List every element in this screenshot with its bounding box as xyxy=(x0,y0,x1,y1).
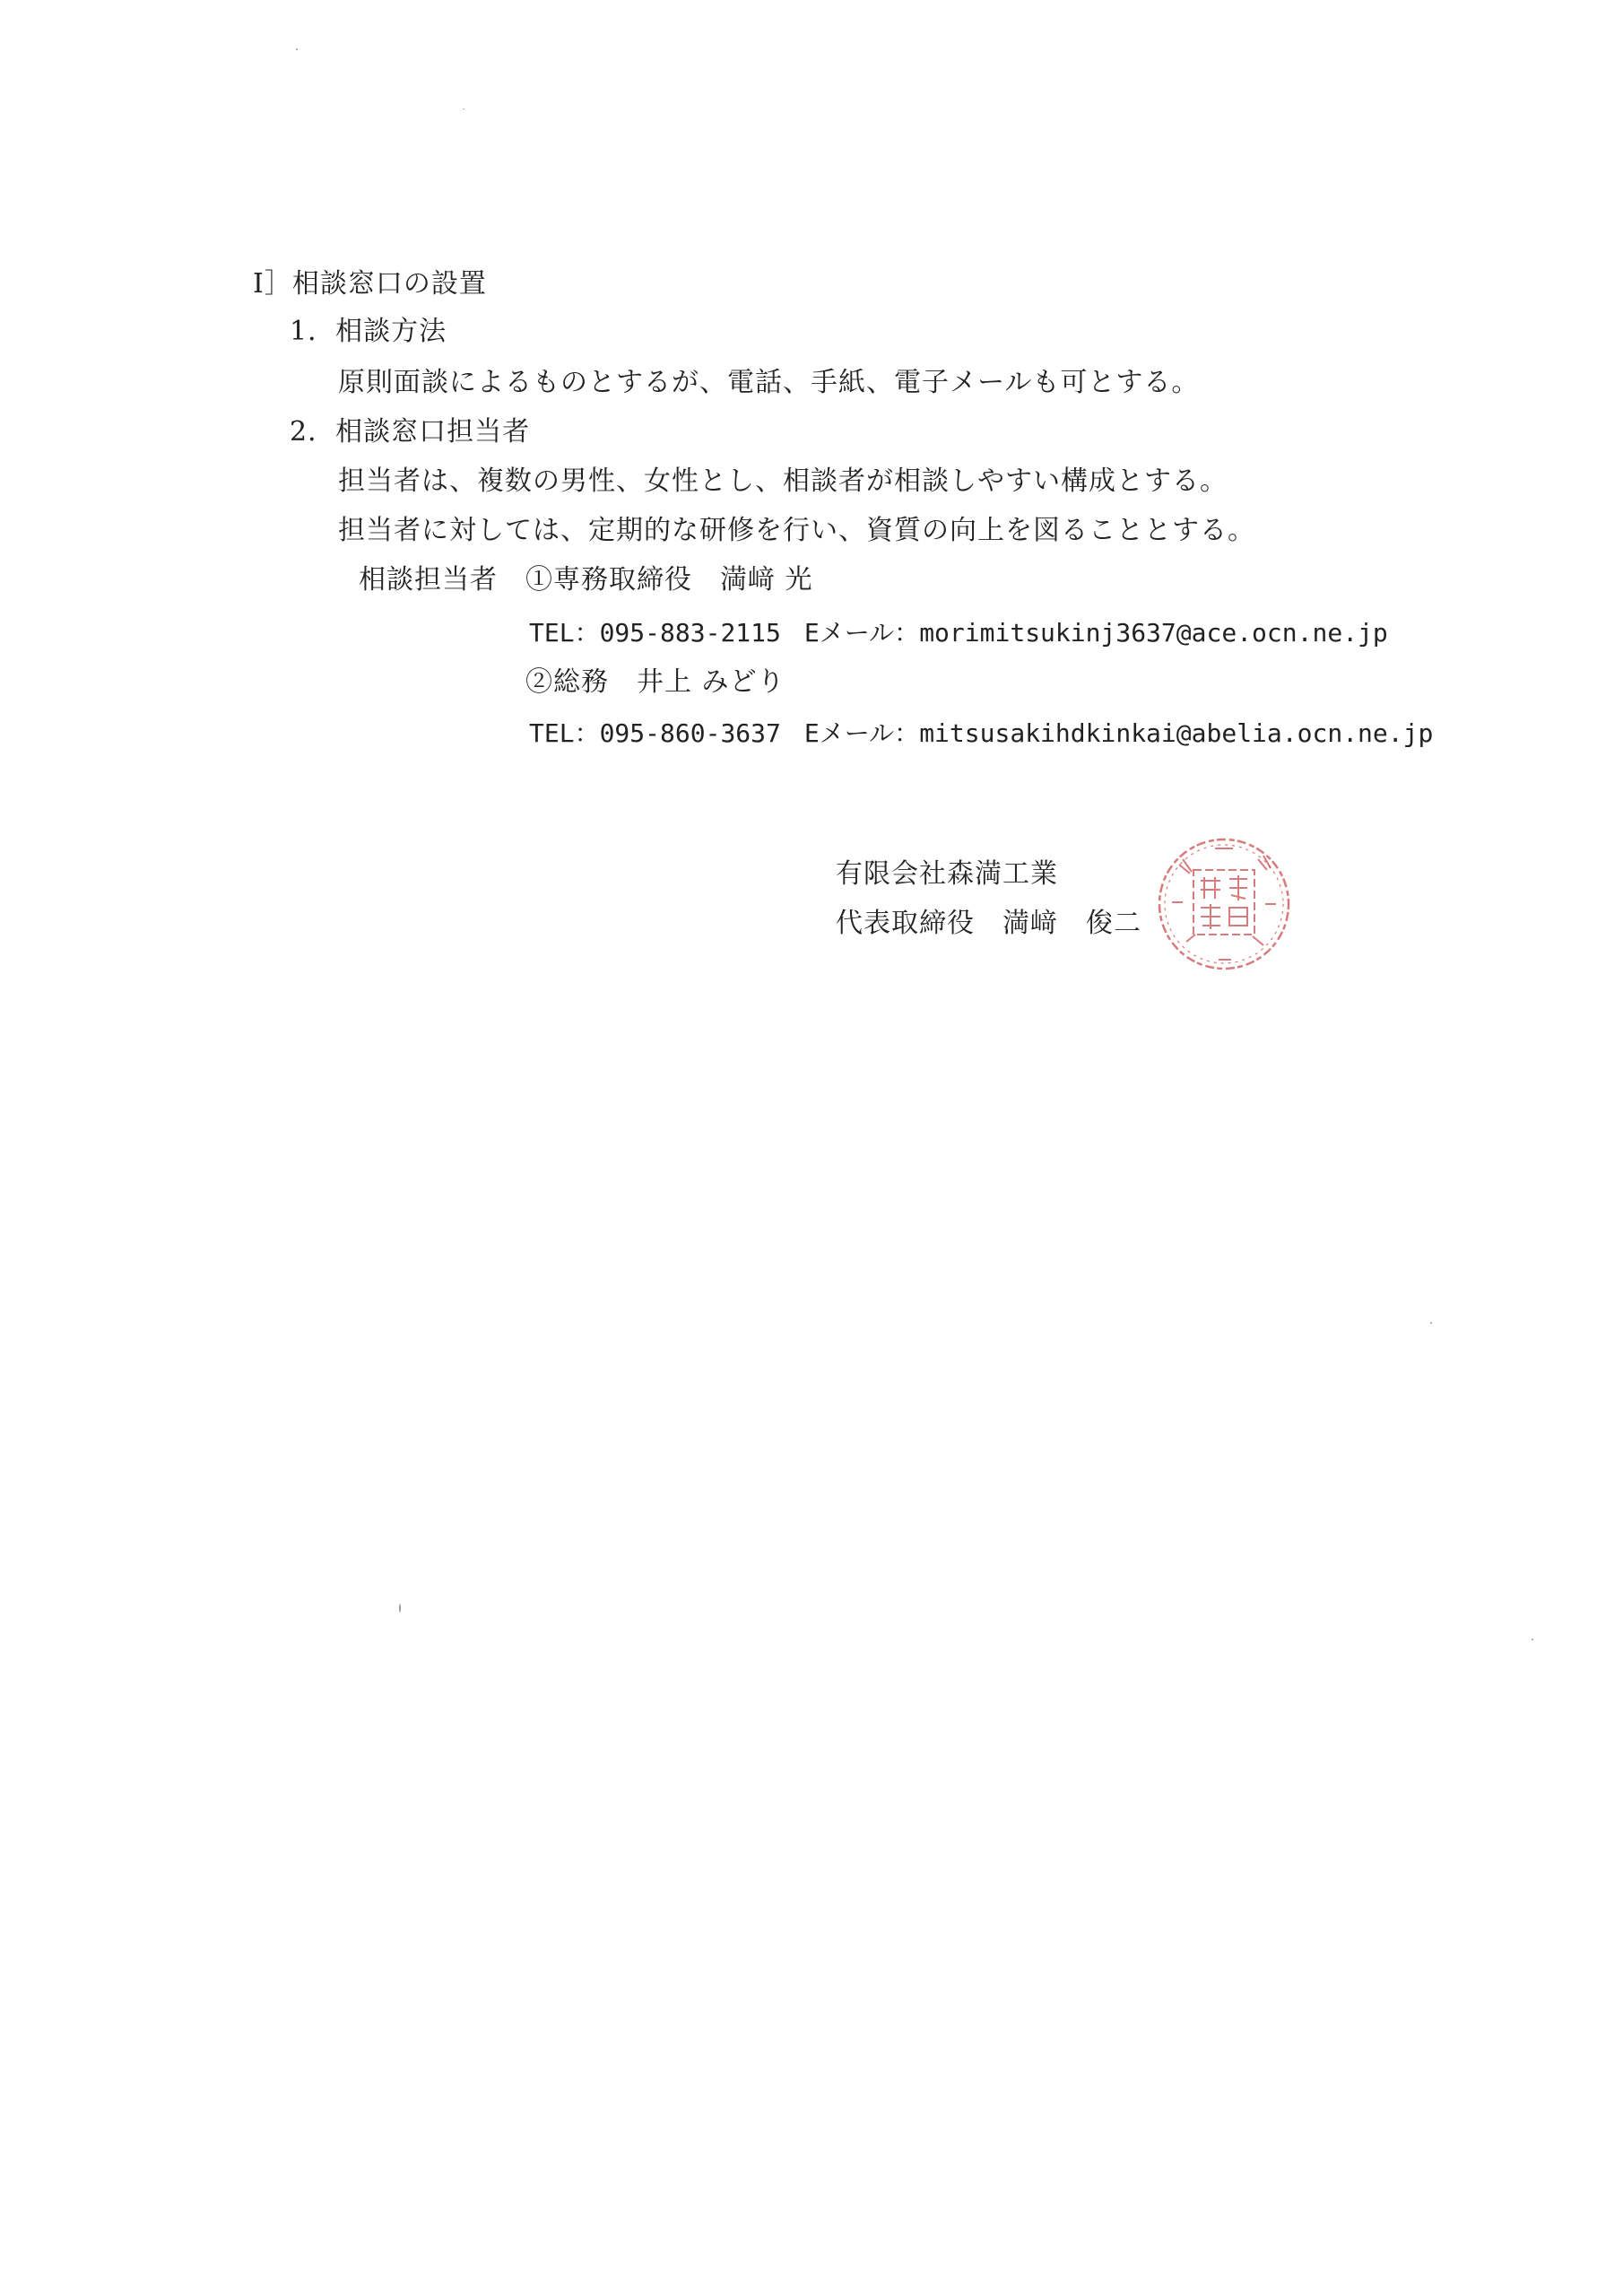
company-name: 有限会社森満工業 xyxy=(836,858,1058,890)
scan-speck xyxy=(1532,1639,1533,1640)
tel-label: TEL： xyxy=(529,718,600,748)
item-number: 1． xyxy=(290,316,336,347)
email-address: morimitsukinj3637@ace.ocn.ne.jp xyxy=(919,618,1388,648)
email-address: mitsusakihdkinkai@abelia.ocn.ne.jp xyxy=(919,718,1434,748)
email-label: Eメール： xyxy=(803,718,920,748)
company-seal-stamp xyxy=(1152,832,1296,976)
item-2-text-line-2: 担当者に対しては、定期的な研修を行い、資質の向上を図ることとする。 xyxy=(338,515,1255,546)
item-number: 2． xyxy=(290,416,336,448)
contact-1-details xyxy=(529,615,1388,651)
item-title: 相談方法 xyxy=(335,316,447,347)
scan-speck xyxy=(399,1604,401,1613)
tel-number: 095-883-2115 xyxy=(599,618,781,648)
section-heading: I］相談窓口の設置 xyxy=(253,268,487,300)
email-label: Eメール： xyxy=(803,618,920,648)
contacts-label: 相談担当者 xyxy=(359,564,498,596)
tel-label: TEL： xyxy=(529,618,600,648)
scan-speck xyxy=(296,48,298,50)
scan-speck xyxy=(1430,1322,1432,1324)
contact-2-details xyxy=(529,716,1433,752)
item-title: 相談窓口担当者 xyxy=(335,416,531,448)
representative-name: 代表取締役 満﨑 俊二 xyxy=(836,908,1141,939)
contact-2-role-name: ②総務 井上 みどり xyxy=(525,666,785,698)
contact-1-role-name: ①専務取締役 満﨑 光 xyxy=(525,564,813,596)
item-1-heading xyxy=(290,314,447,350)
tel-number: 095-860-3637 xyxy=(599,718,781,748)
item-1-text: 原則面談によるものとするが、電話、手紙、電子メールも可とする。 xyxy=(338,367,1200,398)
item-2-heading xyxy=(290,414,530,450)
item-2-text-line-1: 担当者は、複数の男性、女性とし、相談者が相談しやすい構成とする。 xyxy=(338,465,1228,497)
